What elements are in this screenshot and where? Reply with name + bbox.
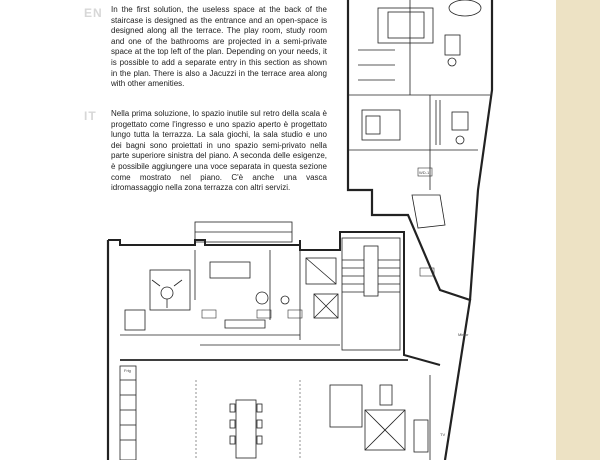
fridge-label: Frig bbox=[124, 368, 131, 373]
lang-tag-it: IT bbox=[84, 109, 97, 123]
tv-label: TV bbox=[440, 432, 446, 437]
mirror-label: Mirror bbox=[458, 332, 469, 337]
door-tag-label: WD-1 bbox=[419, 170, 430, 175]
lang-tag-en: EN bbox=[84, 6, 103, 20]
paragraph-it: Nella prima soluzione, lo spazio inutile sul retro della scala è progettato come l'ingresso e uno spazio aperto è progettato lungo tutta la terrazza. La sala giochi, la sala studio e uno dei bagni sono proiettati in uno spazio semi-privato nella parte superiore sinistra del piano. A seconda delle esigenze, è possibile aggiungere una voce separata in questa sezione come mostrato nel piano. C'è anche una vasca idromassaggio nella zona terrazza con altri servizi. bbox=[111, 109, 327, 193]
paragraph-en: In the first solution, the useless space at the back of the staircase is designed as the entrance and an open-space is designed along all the terrace. The play room, study room and one of the bathrooms are projected in a semi-private space at the top left of the plan. Depending on your needs, it is possible to add a separate entry in this section as shown in the plan. There is also a Jacuzzi in the terrace area along with other amenities. bbox=[111, 5, 327, 89]
